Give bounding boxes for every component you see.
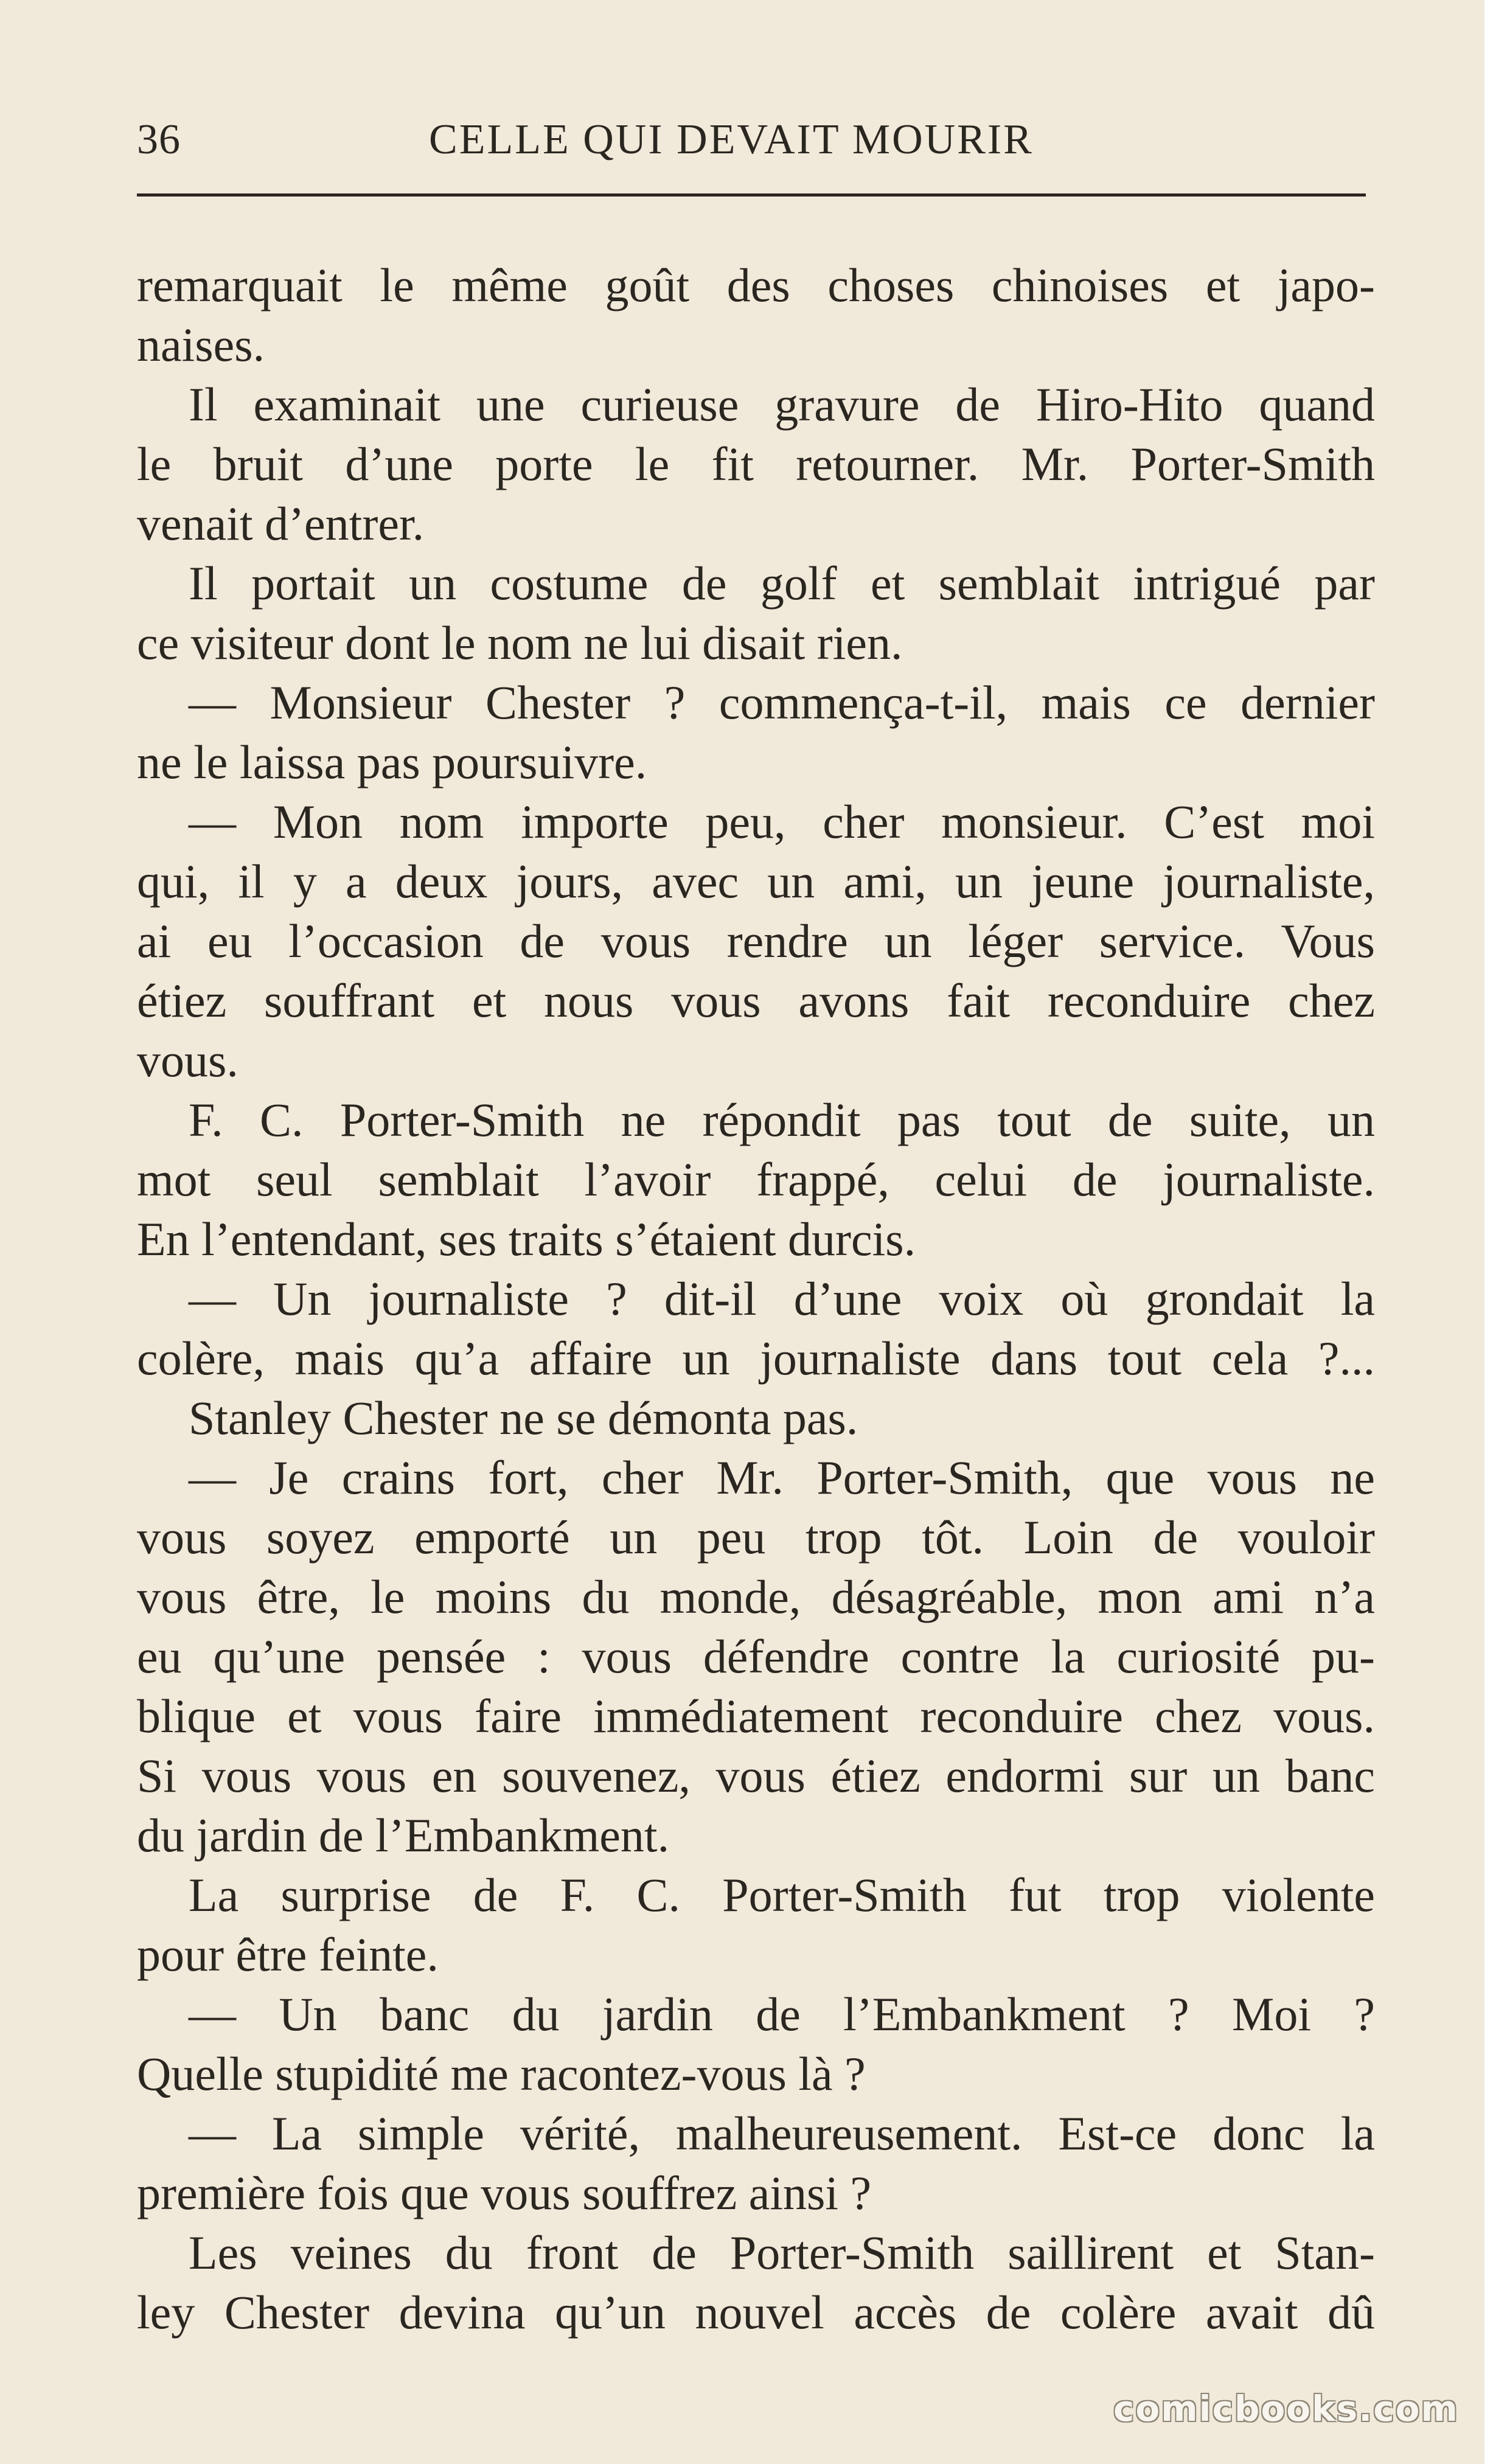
text-line: ce visiteur dont le nom ne lui disait rien. [137, 616, 903, 669]
text-line: le bruit d’une porte le fit retourner. Mr. Porter-Smith [137, 437, 1375, 490]
text-line: ai eu l’occasion de vous rendre un léger service. Vous [137, 914, 1375, 967]
text-line: — Un journaliste ? dit-il d’une voix où grondait la [189, 1272, 1375, 1325]
text-line: eu qu’une pensée : vous défendre contre la curiosité pu- [137, 1630, 1375, 1683]
text-line: Il examinait une curieuse gravure de Hiro-Hito quand [189, 378, 1375, 431]
text-line: blique et vous faire immédiatement reconduire chez vous. [137, 1690, 1375, 1742]
text-line: étiez souffrant et nous vous avons fait reconduire chez [137, 974, 1375, 1027]
body-text [137, 256, 1375, 2342]
text-line: du jardin de l’Embankment. [137, 1809, 670, 1862]
text-line: — Un banc du jardin de l’Embankment ? Moi ? [189, 1988, 1375, 2041]
text-line: — La simple vérité, malheureusement. Est-ce donc la [189, 2107, 1375, 2160]
text-line: Si vous vous en souvenez, vous étiez endormi sur un banc [137, 1749, 1375, 1802]
text-line: première fois que vous souffrez ainsi ? [137, 2166, 872, 2219]
running-head [137, 113, 1366, 167]
page-edge [1484, 0, 1510, 2464]
text-line: remarquait le même goût des choses chinoises et japo- [137, 259, 1375, 311]
text-line: venait d’entrer. [137, 497, 425, 550]
book-title: CELLE QUI DEVAIT MOURIR [429, 116, 1034, 163]
text-line: Stanley Chester ne se démonta pas. [189, 1391, 858, 1444]
text-line: ne le laissa pas poursuivre. [137, 736, 647, 788]
text-line: vous. [137, 1034, 238, 1087]
text-line: F. C. Porter-Smith ne répondit pas tout de suite, un [189, 1093, 1375, 1146]
text-line: pour être feinte. [137, 1928, 439, 1981]
text-line: Quelle stupidité me racontez-vous là ? [137, 2047, 866, 2100]
header-rule [137, 193, 1366, 197]
text-line: mot seul semblait l’avoir frappé, celui de journaliste. [137, 1153, 1375, 1206]
text-line: qui, il y a deux jours, avec un ami, un jeune journaliste, [137, 855, 1375, 908]
text-line: vous soyez emporté un peu trop tôt. Loin de vouloir [137, 1511, 1375, 1564]
text-line: — Mon nom importe peu, cher monsieur. C’est moi [189, 795, 1375, 848]
text-line: colère, mais qu’a affaire un journaliste dans tout cela ?... [137, 1332, 1375, 1385]
text-line: Les veines du front de Porter-Smith saillirent et Stan- [189, 2226, 1375, 2279]
text-line: — Je crains fort, cher Mr. Porter-Smith, que vous ne [189, 1451, 1375, 1504]
text-line: En l’entendant, ses traits s’étaient durcis. [137, 1213, 916, 1265]
text-line: — Monsieur Chester ? commença-t-il, mais ce dernier [189, 676, 1375, 729]
page-number: 36 [137, 116, 181, 163]
watermark: comicbooks.com [1113, 2388, 1459, 2429]
text-line: La surprise de F. C. Porter-Smith fut trop violente [189, 1868, 1375, 1921]
text-line: naises. [137, 318, 265, 371]
text-line: vous être, le moins du monde, désagréable, mon ami n’a [137, 1570, 1375, 1623]
text-line: Il portait un costume de golf et semblait intrigué par [189, 557, 1375, 610]
text-line: ley Chester devina qu’un nouvel accès de colère avait dû [137, 2286, 1375, 2339]
